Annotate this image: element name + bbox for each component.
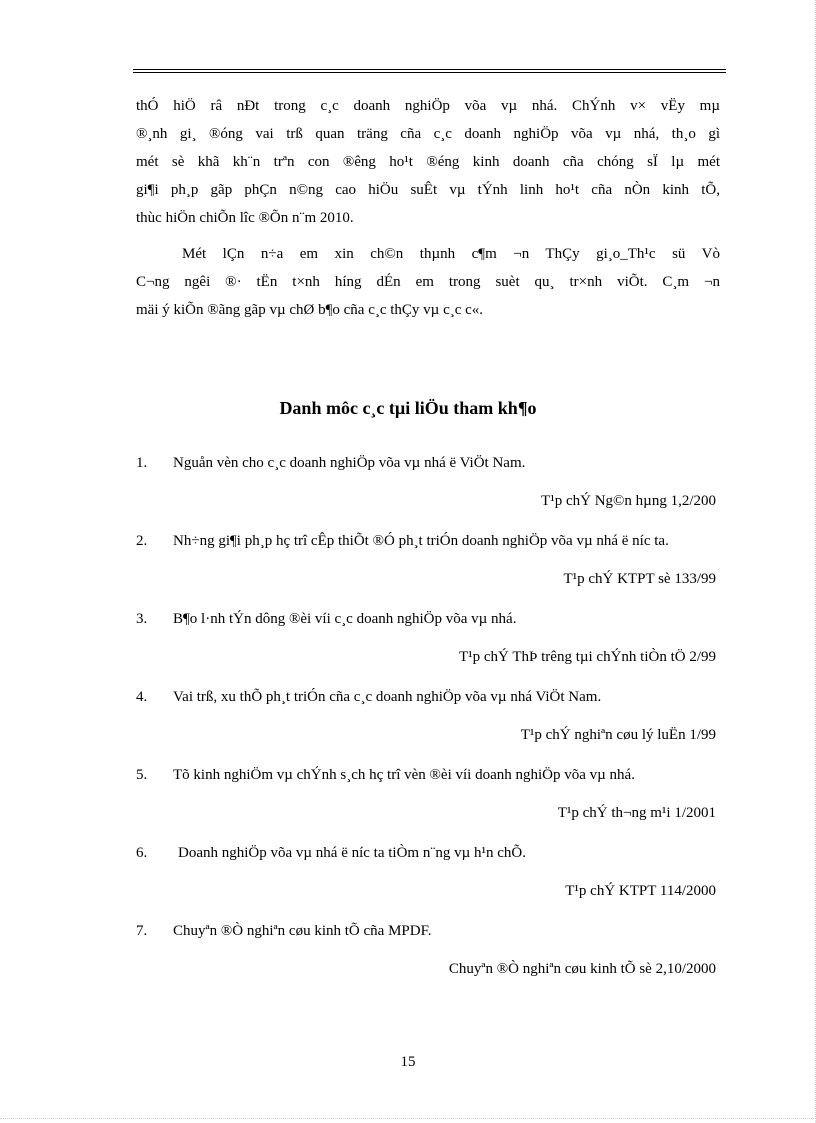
reference-item (0, 918, 816, 982)
paragraph-line: ®¸nh gi¸ ®óng vai trß quan träng cña c¸c doanh nghiÖp võa vµ nhá, th¸o gì (136, 126, 720, 142)
paragraph-line: C¬ng ngêi ®· tËn t×nh híng dÉn em trong suèt qu¸ tr×nh viÕt. C¸m ¬n (136, 274, 720, 290)
reference-number: 7. (136, 923, 148, 939)
reference-number: 4. (136, 689, 148, 705)
reference-item (0, 840, 816, 904)
reference-item (0, 528, 816, 592)
reference-item (0, 606, 816, 670)
paragraph-line: mét sè khã kh¨n trªn con ®êng ho¹t ®éng kinh doanh cña chóng sÏ lµ mét (136, 154, 720, 170)
reference-title: Nguån vèn cho c¸c doanh nghiÖp võa vµ nhá ë ViÖt Nam. (173, 455, 526, 471)
reference-item (0, 762, 816, 826)
body-paragraph-2 (136, 240, 720, 324)
reference-source: T¹p chÝ th¬ng m¹i 1/2001 (557, 805, 716, 821)
paragraph-line: Mét lÇn n÷a em xin ch©n thµnh c¶m ¬n ThÇy gi¸o_Th¹c sü Vò (182, 246, 720, 262)
reference-list (0, 450, 816, 996)
reference-number: 2. (136, 533, 148, 549)
reference-number: 3. (136, 611, 148, 627)
reference-source: T¹p chÝ nghiªn cøu lý luËn 1/99 (520, 727, 716, 743)
header-rule-bottom (133, 72, 726, 73)
reference-number: 6. (136, 845, 148, 861)
paragraph-line: gi¶i ph¸p gãp phÇn n©ng cao hiÖu suÊt vµ tÝnh linh ho¹t cña nÒn kinh tÕ, (136, 182, 720, 198)
reference-item (0, 684, 816, 748)
body-paragraph-1 (136, 92, 720, 232)
paragraph-line: thÓ hiÖ râ nÐt trong c¸c doanh nghiÖp võa vµ nhá. ChÝnh v× vËy mµ (136, 98, 720, 114)
header-rule-top (133, 69, 726, 70)
paragraph-line: thùc hiÖn chiÕn lîc ®Õn n¨m 2010. (136, 210, 354, 226)
reference-source: T¹p chÝ KTPT sè 133/99 (563, 571, 716, 587)
reference-source: T¹p chÝ Ng©n hµng 1,2/200 (541, 493, 716, 509)
page-number: 15 (400, 1054, 416, 1070)
reference-item (0, 450, 816, 514)
reference-title: Tõ kinh nghiÖm vµ chÝnh s¸ch hç trî vèn ®èi víi doanh nghiÖp võa vµ nhá. (173, 767, 635, 783)
reference-title: Nh÷ng gi¶i ph¸p hç trî cÊp thiÕt ®Ó ph¸t triÓn doanh nghiÖp võa vµ nhá ë níc ta. (173, 533, 669, 549)
reference-title: Chuyªn ®Ò nghiªn cøu kinh tÕ cña MPDF. (173, 923, 432, 939)
paragraph-line: mäi ý kiÕn ®ãng gãp vµ chØ b¶o cña c¸c thÇy vµ c¸c c«. (136, 302, 484, 318)
reference-source: Chuyªn ®Ò nghiªn cøu kinh tÕ sè 2,10/2000 (448, 961, 716, 977)
reference-number: 1. (136, 455, 148, 471)
reference-title: B¶o l·nh tÝn dông ®èi víi c¸c doanh nghiÖp võa vµ nhá. (173, 611, 517, 627)
page-edge-bottom (0, 1118, 816, 1119)
reference-source: T¹p chÝ KTPT 114/2000 (565, 883, 716, 899)
reference-title: Doanh nghiÖp võa vµ nhá ë níc ta tiÒm n¨ng vµ h¹n chÕ. (178, 845, 526, 861)
reference-number: 5. (136, 767, 148, 783)
reference-source: T¹p chÝ ThÞ trêng tµi chÝnh tiÒn tÖ 2/99 (458, 649, 716, 665)
reference-title: Vai trß, xu thÕ ph¸t triÓn cña c¸c doanh nghiÖp võa vµ nhá ViÖt Nam. (173, 689, 602, 705)
references-heading: Danh môc c¸c tµi liÖu tham kh¶o (279, 398, 537, 418)
